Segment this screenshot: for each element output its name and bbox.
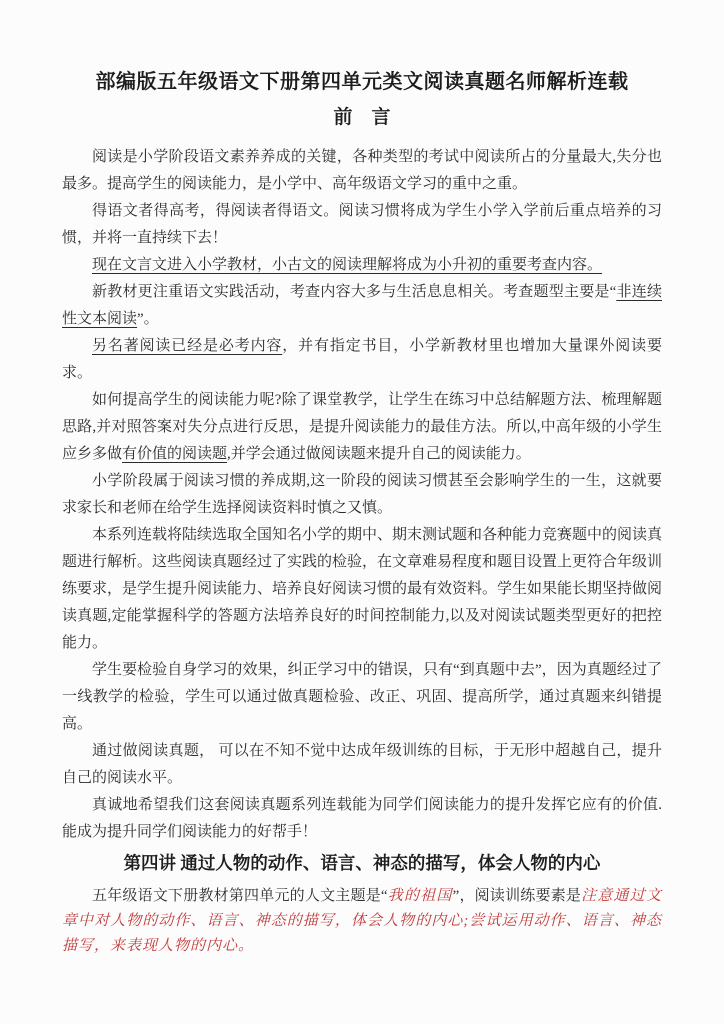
text-run: ”。: [137, 311, 159, 327]
red-text-run: 我的祖国: [387, 888, 453, 904]
underlined-text-run: 另名著阅读已经是必考内容: [92, 338, 283, 354]
text-run: 阅读是小学阶段语文素养养成的关键，各种类型的考试中阅读所占的分量最大,失分也最多。提高学生的阅读能力，是小学中、高年级语文学习的重中之重。: [62, 149, 662, 192]
paragraph: [62, 144, 662, 198]
paragraph: [62, 387, 662, 468]
text-run: 通过做阅读真题， 可以在不知不觉中达成年级训练的目标，于无形中超越自己，提升自己的阅读水平。: [62, 743, 662, 786]
text-run: ,并学会通过做阅读题来提升自己的阅读能力。: [227, 446, 531, 462]
underlined-text-run: 现在文言文进入小学教材，小古文的阅读理解将成为小升初的重要考查内容。: [92, 257, 603, 273]
section-heading: 第四讲 通过人物的动作、语言、神态的描写，体会人物的内心: [123, 853, 601, 873]
paragraph: [62, 522, 662, 657]
paragraph: [62, 468, 662, 522]
paragraph: [62, 279, 662, 333]
text-run: ”，阅读训练要素是: [452, 888, 582, 904]
paragraph: [62, 792, 662, 846]
paragraph: [62, 738, 662, 792]
text-run: 得语文者得高考，得阅读者得语文。阅读习惯将成为学生小学入学前后重点培养的习惯，并将一直持续下去！: [62, 203, 662, 246]
text-run: ，并有指定书目，小学新教材里也增加大量课外阅读要求。: [62, 338, 662, 381]
unit-intro-body: [62, 884, 662, 959]
text-run: 学生要检验自身学习的效果，纠正学习中的错误，只有“到真题中去”，因为真题经过了一线教学的检验，学生可以通过做真题检验、改正、巩固、提高所学，通过真题来纠错提高。: [62, 662, 662, 732]
paragraph: [62, 884, 662, 959]
paragraph: [62, 657, 662, 738]
text-run: 如何提高学生的阅读能力呢?除了课堂教学，让学生在练习中总结解题方法、梳理解题思路,并对照答案对失分点进行反思，是提升阅读能力的最佳方法。所以,中高年级的小学生应乡多做: [62, 392, 662, 462]
red-text-run: 注意通过文章中对人物的动作、语言、神态的描写，体会人物的内心;尝试运用动作、语言、神态描写，来表现人物的内心。: [62, 888, 662, 954]
text-run: 真诚地希望我们这套阅读真题系列连载能为同学们阅读能力的提升发挥它应有的价值.能成为提升同学们阅读能力的好帮手！: [62, 797, 662, 840]
preface-body: [62, 144, 662, 846]
preface-title: 前 言: [333, 107, 391, 128]
paragraph: [62, 198, 662, 252]
text-run: 五年级语文下册教材第四单元的人文主题是“: [92, 888, 388, 904]
underlined-text-run: 非连续性文本阅读: [62, 284, 662, 327]
paragraph: [62, 333, 662, 387]
text-run: 本系列连载将陆续选取全国知名小学的期中、期末测试题和各种能力竞赛题中的阅读真题进行解析。这些阅读真题经过了实践的检验，在文章难易程度和题目设置上更符合年级训练要求，是学生提升阅读能力、培养良好阅读习惯的最有效资料。学生如果能长期坚持做阅读真题,定能掌握科学的答题方法培养良好的时间控制能力,以及对阅读试题类型更好的把控能力。: [62, 527, 663, 651]
paragraph: [62, 252, 662, 279]
underlined-text-run: 有价值的阅读题: [122, 446, 228, 462]
text-run: 新教材更注重语文实践活动，考查内容大多与生活息息相关。考查题型主要是“: [92, 284, 617, 300]
text-run: 小学阶段属于阅读习惯的养成期,这一阶段的阅读习惯甚至会影响学生的一生，这就要求家长和老师在给学生选择阅读资料时慎之又慎。: [62, 473, 662, 516]
doc-title: 部编版五年级语文下册第四单元类文阅读真题名师解析连载: [95, 71, 629, 93]
